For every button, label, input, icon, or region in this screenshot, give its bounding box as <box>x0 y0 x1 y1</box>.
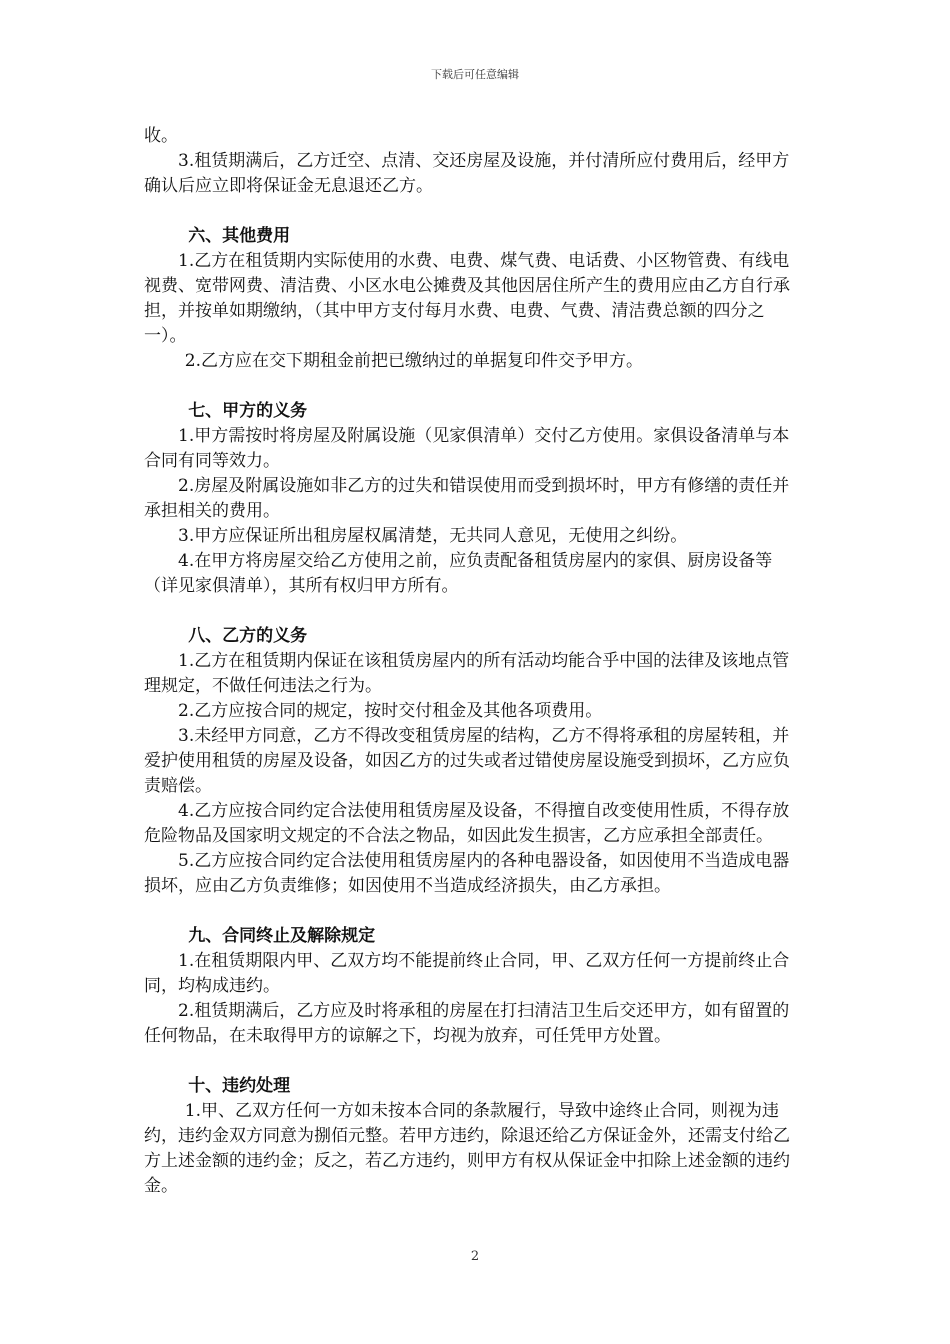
section-10-title: 十、违约处理 <box>188 1076 291 1096</box>
clause-6-1: 1.乙方在租赁期内实际使用的水费、电费、煤气费、电话费、小区物管费、有线电视费、宽带网费、清洁费、小区水电公摊费及其他因居住所产生的费用应由乙方自行承担，并按单如期缴纳，（其中甲方支付每月水费、电费、气费、清洁费总额的四分之一）。 <box>144 251 790 346</box>
clause-8-5: 5.乙方应按合同约定合法使用租赁房屋内的各种电器设备，如因使用不当造成电器损坏，应由乙方负责维修；如因使用不当造成经济损失，由乙方承担。 <box>144 851 790 896</box>
clause-10-1: 1.甲、乙双方任何一方如未按本合同的条款履行，导致中途终止合同，则视为违约，违约金双方同意为捌佰元整。若甲方违约，除退还给乙方保证金外，还需支付给乙方上述金额的违约金；反之，若乙方违约，则甲方有权从保证金中扣除上述金额的违约金。 <box>144 1101 790 1196</box>
clause-7-3: 3.甲方应保证所出租房屋权属清楚，无共同人意见，无使用之纠纷。 <box>178 526 688 546</box>
section-6-title: 六、其他费用 <box>188 226 291 246</box>
clause-6-2: 2.乙方应在交下期租金前把已缴纳过的单据复印件交予甲方。 <box>184 351 644 371</box>
document-body <box>144 124 806 1199</box>
clause-7-1: 1.甲方需按时将房屋及附属设施（见家俱清单）交付乙方使用。家俱设备清单与本合同有同等效力。 <box>144 426 790 471</box>
clause-8-2: 2.乙方应按合同的规定，按时交付租金及其他各项费用。 <box>178 701 603 721</box>
section-7-title: 七、甲方的义务 <box>188 401 308 421</box>
paragraph-continuation: 收。 <box>144 126 178 146</box>
clause-7-2: 2.房屋及附属设施如非乙方的过失和错误使用而受到损坏时，甲方有修缮的责任并承担相关的费用。 <box>144 476 790 521</box>
clause-8-4: 4.乙方应按合同约定合法使用租赁房屋及设备，不得擅自改变使用性质，不得存放危险物品及国家明文规定的不合法之物品，如因此发生损害，乙方应承担全部责任。 <box>144 801 790 846</box>
section-8-title: 八、乙方的义务 <box>188 626 308 646</box>
clause-9-2: 2.租赁期满后，乙方应及时将承租的房屋在打扫清洁卫生后交还甲方，如有留置的任何物品，在未取得甲方的谅解之下，均视为放弃，可任凭甲方处置。 <box>144 1001 790 1046</box>
page-number: 2 <box>470 1249 480 1264</box>
clause-8-1: 1.乙方在租赁期内保证在该租赁房屋内的所有活动均能合乎中国的法律及该地点管理规定，不做任何违法之行为。 <box>144 651 790 696</box>
clause-5-3: 3.租赁期满后，乙方迁空、点清、交还房屋及设施，并付清所应付费用后，经甲方确认后应立即将保证金无息退还乙方。 <box>144 151 790 196</box>
section-9-title: 九、合同终止及解除规定 <box>188 926 376 946</box>
clause-9-1: 1.在租赁期限内甲、乙双方均不能提前终止合同，甲、乙双方任何一方提前终止合同，均构成违约。 <box>144 951 790 996</box>
page-header: 下载后可任意编辑 <box>431 68 519 81</box>
clause-7-4: 4.在甲方将房屋交给乙方使用之前，应负责配备租赁房屋内的家俱、厨房设备等（详见家俱清单），其所有权归甲方所有。 <box>144 551 773 596</box>
clause-8-3: 3.未经甲方同意，乙方不得改变租赁房屋的结构，乙方不得将承租的房屋转租，并爱护使用租赁的房屋及设备，如因乙方的过失或者过错使房屋设施受到损坏，乙方应负责赔偿。 <box>144 726 790 796</box>
